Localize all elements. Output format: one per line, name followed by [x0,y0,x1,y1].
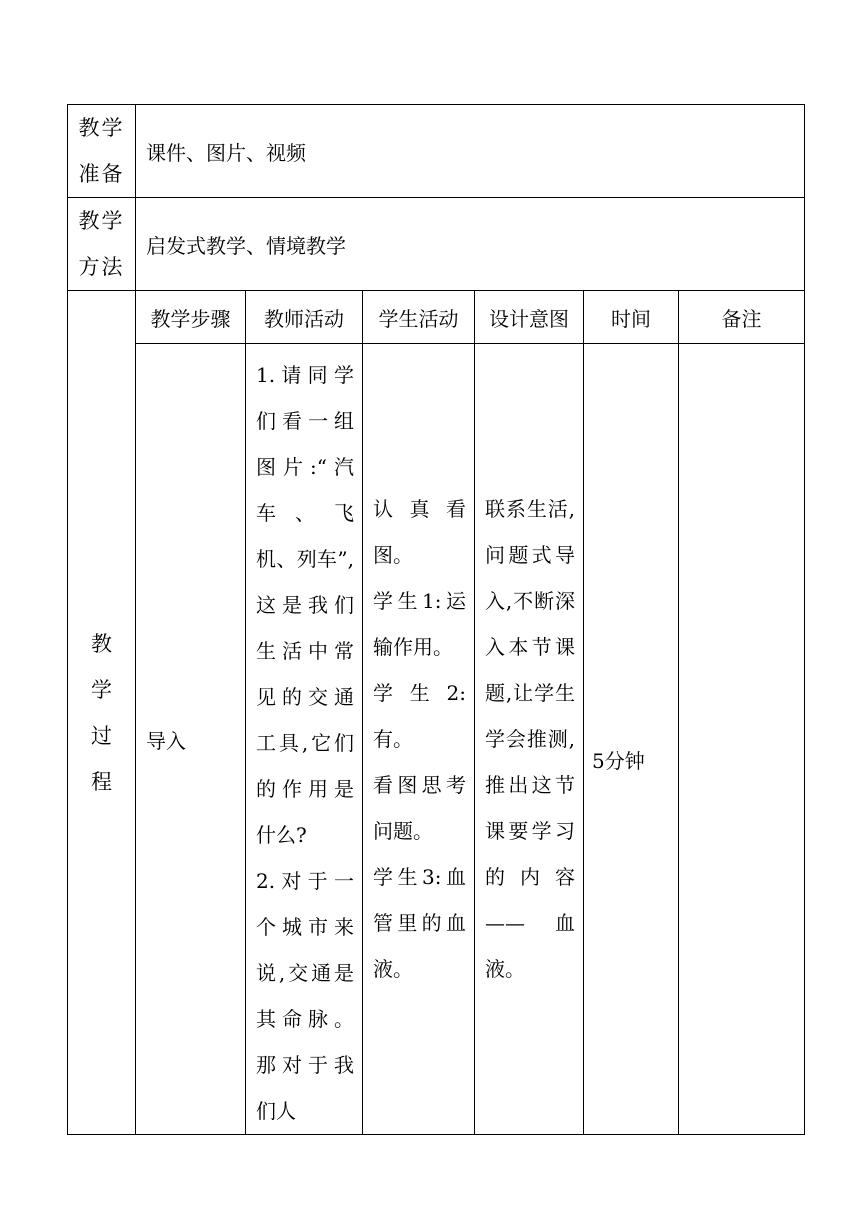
notes-cell [679,344,805,1135]
row-teaching-method [68,198,805,291]
teacher-activity-cell [246,344,363,1135]
label-teaching-preparation: 教学 准备 [68,105,136,198]
design-intent-text: 联系生活,问题式导入,不断深入本节课题,让学生学会推测,推出这节课要学习的内容——血液。 [485,497,575,981]
teacher-activity-1: 1.请同学们看一组图片:“汽车、飞机、列车”,这是我们生活中常见的交通工具,它们的作用是什么? [256,363,354,847]
row-introduction [68,344,805,1135]
content-teaching-preparation: 课件、图片、视频 [136,105,805,198]
header-teacher-activity: 教师活动 [246,291,363,344]
student-activity-cell [363,344,475,1135]
header-notes: 备注 [679,291,805,344]
step-introduction: 导入 [136,344,246,1135]
lesson-plan-table [67,104,805,1135]
student-activity-2: 学生1:运输作用。 [373,589,466,659]
design-intent-cell [475,344,584,1135]
header-step: 教学步骤 [136,291,246,344]
content-teaching-method: 启发式教学、情境教学 [136,198,805,291]
student-activity-5: 学生3:血管里的血液。 [373,865,466,981]
student-activity-4: 看图思考问题。 [373,773,466,843]
student-activity-1: 认真看图。 [373,497,466,567]
student-activity-3: 学生2:有。 [373,681,466,751]
label-teaching-method: 教学 方法 [68,198,136,291]
header-student-activity: 学生活动 [363,291,475,344]
row-process-header [68,291,805,344]
row-teaching-preparation [68,105,805,198]
header-time: 时间 [584,291,679,344]
teacher-activity-2: 2.对于一个城市来说,交通是其命脉。那对于我们人 [256,869,354,1123]
time-value: 5分钟 [584,344,679,1135]
header-design-intent: 设计意图 [475,291,584,344]
label-teaching-process: 教 学 过 程 [68,291,136,1135]
